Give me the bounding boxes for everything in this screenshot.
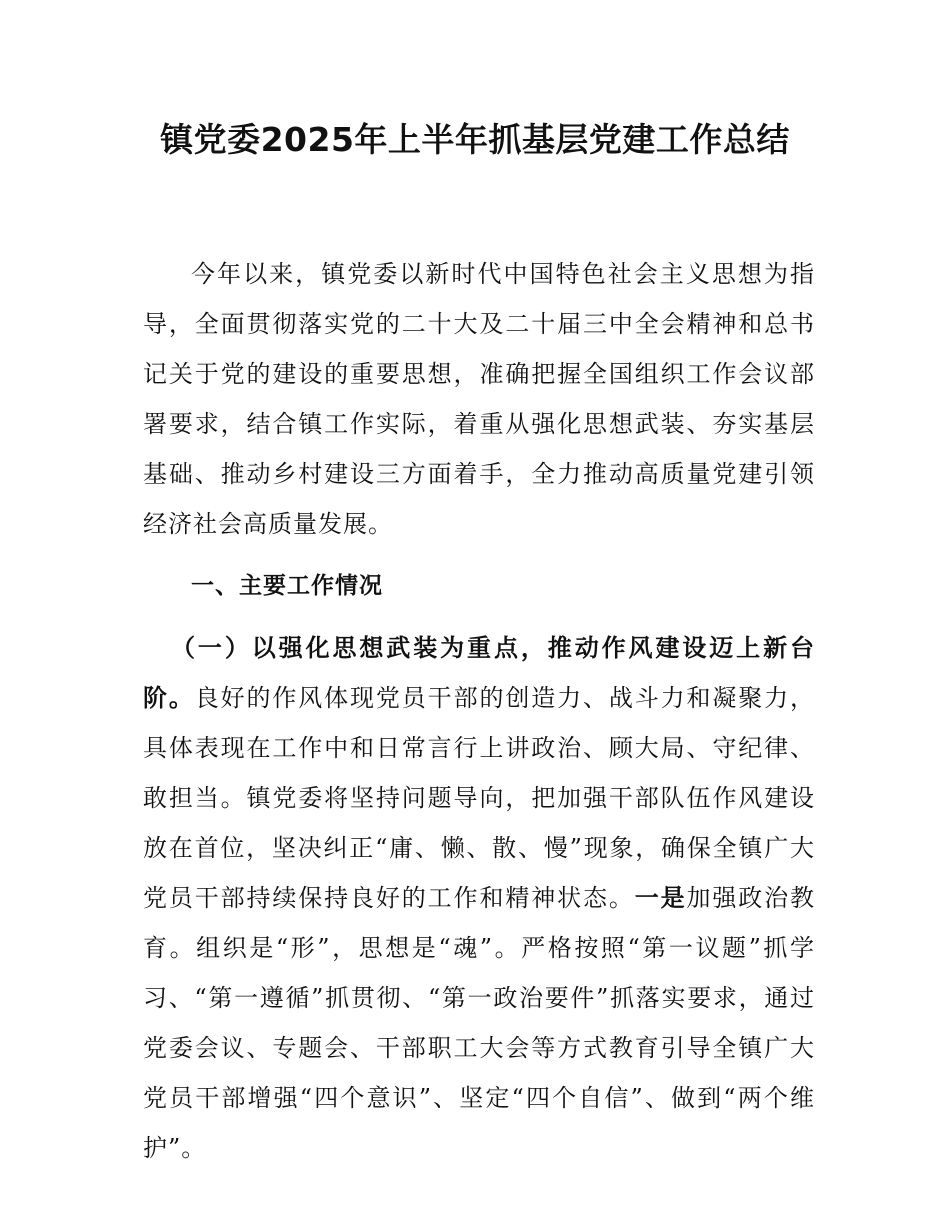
subsection-text-b: 加强政治教育。组织是“形”，思想是“魂”。严格按照“第一议题”抓学习、“第一遵循”抓贯彻、“第一政治要件”抓落实要求，通过党委会议、专题会、干部职工大会等方式教育引导全镇广大党员干部增强“四个意识”、坚定“四个自信”、做到“两个维护”。: [143, 884, 816, 1162]
subsection-text-a: 良好的作风体现党员干部的创造力、战斗力和凝聚力，具体表现在工作中和日常言行上讲政治、顾大局、守纪律、敢担当。镇党委将坚持问题导向，把加强干部队伍作风建设放在首位，坚决纠正“庸、懒、散、慢”现象，确保全镇广大党员干部持续保持良好的工作和精神状态。: [143, 684, 816, 912]
intro-paragraph: 今年以来，镇党委以新时代中国特色社会主义思想为指导，全面贯彻落实党的二十大及二十届三中全会精神和总书记关于党的建设的重要思想，准确把握全国组织工作会议部署要求，结合镇工作实际，着重从强化思想武装、夯实基层基础、推动乡村建设三方面着手，全力推动高质量党建引领经济社会高质量发展。: [143, 260, 815, 538]
section-heading: 一、主要工作情况: [191, 573, 383, 599]
subsection-heading: （一）以强化思想武装为重点，推动作风建设迈上新台阶。: [143, 634, 815, 712]
point-label: 一是: [634, 884, 687, 912]
document-title: 镇党委2025年上半年抓基层党建工作总结: [160, 120, 790, 159]
document-body: [143, 249, 815, 1173]
subsection-paragraph: [143, 623, 815, 1173]
